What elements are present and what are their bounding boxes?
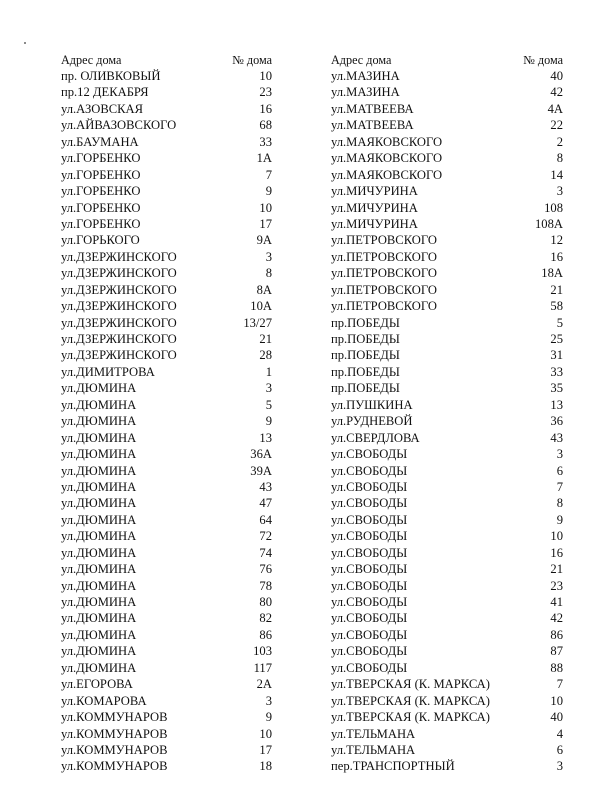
table-row — [331, 594, 563, 610]
street-cell: ул.СВОБОДЫ — [331, 627, 408, 642]
address-table-left — [61, 52, 272, 775]
street-cell: ул.СВОБОДЫ — [331, 479, 408, 494]
house-number-cell: 3 — [556, 447, 563, 462]
table-row — [331, 249, 563, 265]
house-number-cell: 25 — [550, 332, 563, 346]
street-cell: ул.ПУШКИНА — [331, 397, 413, 412]
house-number-cell: 10 — [550, 693, 563, 708]
street-cell: ул.ДЮМИНА — [61, 529, 137, 544]
street-cell: ул.МАТВЕЕВА — [331, 118, 414, 133]
house-number-cell: 10 — [259, 200, 272, 215]
column-header-house-number: № дома — [523, 53, 563, 67]
table-row — [61, 249, 272, 265]
street-cell: ул.ДЮМИНА — [61, 414, 137, 429]
table-row — [331, 627, 563, 643]
house-number-cell: 12 — [550, 233, 563, 248]
table-row — [61, 101, 272, 117]
scan-speck — [24, 42, 26, 44]
table-row — [61, 430, 272, 446]
street-cell: пр. ОЛИВКОВЫЙ — [61, 69, 161, 83]
street-cell: ул.ГОРБЕНКО — [61, 216, 141, 231]
house-number-cell: 78 — [259, 578, 272, 593]
house-number-cell: 13/27 — [243, 315, 272, 330]
table-row — [331, 709, 563, 725]
street-cell: ул.МАЯКОВСКОГО — [331, 151, 443, 166]
house-number-cell: 74 — [259, 545, 272, 560]
house-number-cell: 18 — [259, 759, 272, 774]
house-number-cell: 23 — [550, 578, 563, 593]
house-number-cell: 40 — [550, 69, 563, 83]
street-cell: ул.ЕГОРОВА — [61, 677, 133, 692]
house-number-cell: 21 — [259, 332, 272, 346]
house-number-cell: 3 — [556, 759, 563, 774]
table-row — [331, 512, 563, 528]
house-number-cell: 7 — [556, 677, 563, 692]
street-cell: пр.ПОБЕДЫ — [331, 364, 400, 379]
house-number-cell: 33 — [259, 134, 272, 149]
house-number-cell: 68 — [259, 118, 272, 133]
street-cell: пр.ПОБЕДЫ — [331, 332, 400, 346]
street-cell: ул.КОМАРОВА — [61, 693, 147, 708]
street-cell: ул.КОММУНАРОВ — [61, 710, 168, 725]
table-body — [331, 68, 563, 775]
table-row — [331, 479, 563, 495]
table-row — [331, 68, 563, 84]
house-number-cell: 87 — [550, 644, 563, 659]
table-row — [331, 742, 563, 758]
street-cell: пер.ТРАНСПОРТНЫЙ — [331, 759, 455, 774]
house-number-cell: 108А — [535, 216, 563, 231]
street-cell: ул.ДЗЕРЖИНСКОГО — [61, 266, 177, 281]
house-number-cell: 8 — [265, 266, 272, 281]
table-row — [61, 232, 272, 248]
column-header-address: Адрес дома — [331, 53, 392, 67]
table-row — [61, 68, 272, 84]
table-row — [331, 101, 563, 117]
table-row — [61, 545, 272, 561]
street-cell: ул.ДЮМИНА — [61, 562, 137, 577]
street-cell: ул.ДИМИТРОВА — [61, 364, 155, 379]
table-row — [331, 660, 563, 676]
table-row — [61, 709, 272, 725]
table-header — [331, 52, 563, 68]
table-row — [331, 545, 563, 561]
table-row — [61, 463, 272, 479]
street-cell: ул.СВОБОДЫ — [331, 611, 408, 626]
street-cell: ул.АЙВАЗОВСКОГО — [61, 118, 177, 133]
street-cell: ул.ДЗЕРЖИНСКОГО — [61, 332, 177, 346]
house-number-cell: 7 — [556, 479, 563, 494]
table-row — [331, 380, 563, 396]
house-number-cell: 80 — [259, 595, 272, 609]
table-row — [331, 216, 563, 232]
house-number-cell: 10 — [259, 726, 272, 741]
table-row — [331, 430, 563, 446]
table-row — [61, 528, 272, 544]
house-number-cell: 40 — [550, 710, 563, 725]
street-cell: пр.ПОБЕДЫ — [331, 381, 400, 396]
table-row — [61, 693, 272, 709]
street-cell: пр.ПОБЕДЫ — [331, 348, 400, 363]
table-row — [331, 183, 563, 199]
table-row — [331, 315, 563, 331]
house-number-cell: 16 — [550, 249, 563, 264]
table-row — [61, 660, 272, 676]
house-number-cell: 23 — [259, 85, 272, 100]
house-number-cell: 3 — [265, 249, 272, 264]
street-cell: ул.МАЗИНА — [331, 85, 400, 100]
table-row — [331, 397, 563, 413]
house-number-cell: 3 — [556, 184, 563, 199]
house-number-cell: 58 — [550, 299, 563, 314]
table-row — [61, 561, 272, 577]
house-number-cell: 22 — [550, 118, 563, 133]
house-number-cell: 21 — [550, 282, 563, 297]
street-cell: ул.ПЕТРОВСКОГО — [331, 282, 437, 297]
house-number-cell: 35 — [550, 381, 563, 396]
table-row — [331, 364, 563, 380]
table-row — [61, 479, 272, 495]
table-row — [331, 265, 563, 281]
street-cell: ул.ДЮМИНА — [61, 397, 137, 412]
street-cell: ул.ТВЕРСКАЯ (К. МАРКСА) — [331, 677, 490, 692]
house-number-cell: 42 — [550, 611, 563, 626]
table-row — [61, 150, 272, 166]
street-cell: пр.ПОБЕДЫ — [331, 315, 400, 330]
table-row — [61, 758, 272, 774]
table-row — [331, 528, 563, 544]
street-cell: ул.ДЮМИНА — [61, 496, 137, 511]
street-cell: ул.РУДНЕВОЙ — [331, 414, 413, 429]
street-cell: ул.СВОБОДЫ — [331, 447, 408, 462]
street-cell: ул.ДЮМИНА — [61, 512, 137, 527]
street-cell: ул.ГОРБЕНКО — [61, 167, 141, 182]
house-number-cell: 9 — [265, 184, 272, 199]
house-number-cell: 9А — [256, 233, 272, 248]
house-number-cell: 88 — [550, 660, 563, 675]
house-number-cell: 108 — [544, 200, 563, 215]
table-row — [61, 331, 272, 347]
street-cell: ул.ТВЕРСКАЯ (К. МАРКСА) — [331, 693, 490, 708]
table-row — [331, 298, 563, 314]
street-cell: ул.ДЮМИНА — [61, 463, 137, 478]
table-row — [61, 315, 272, 331]
table-row — [331, 331, 563, 347]
street-cell: ул.МАЯКОВСКОГО — [331, 167, 443, 182]
table-header — [61, 52, 272, 68]
house-number-cell: 3 — [265, 693, 272, 708]
street-cell: ул.ПЕТРОВСКОГО — [331, 266, 437, 281]
house-number-cell: 6 — [556, 742, 563, 757]
table-row — [331, 117, 563, 133]
street-cell: ул.СВОБОДЫ — [331, 562, 408, 577]
street-cell: ул.СВОБОДЫ — [331, 463, 408, 478]
table-row — [331, 446, 563, 462]
street-cell: пр.12 ДЕКАБРЯ — [61, 85, 149, 100]
table-row — [61, 627, 272, 643]
street-cell: ул.АЗОВСКАЯ — [61, 101, 144, 116]
house-number-cell: 8 — [556, 151, 563, 166]
house-number-cell: 2А — [256, 677, 272, 692]
street-cell: ул.МАЯКОВСКОГО — [331, 134, 443, 149]
house-number-cell: 9 — [265, 710, 272, 725]
street-cell: ул.БАУМАНА — [61, 134, 139, 149]
table-row — [331, 84, 563, 100]
house-number-cell: 4 — [556, 726, 563, 741]
street-cell: ул.ТВЕРСКАЯ (К. МАРКСА) — [331, 710, 490, 725]
street-cell: ул.ТЕЛЬМАНА — [331, 742, 416, 757]
table-row — [61, 512, 272, 528]
street-cell: ул.ГОРБЕНКО — [61, 184, 141, 199]
street-cell: ул.ДЮМИНА — [61, 627, 137, 642]
house-number-cell: 36 — [550, 414, 563, 429]
table-row — [331, 495, 563, 511]
table-row — [61, 380, 272, 396]
street-cell: ул.СВОБОДЫ — [331, 660, 408, 675]
house-number-cell: 86 — [550, 627, 563, 642]
table-row — [331, 676, 563, 692]
street-cell: ул.ГОРЬКОГО — [61, 233, 140, 248]
street-cell: ул.ДЗЕРЖИНСКОГО — [61, 299, 177, 314]
street-cell: ул.КОММУНАРОВ — [61, 726, 168, 741]
house-number-cell: 36А — [250, 447, 272, 462]
table-row — [331, 232, 563, 248]
street-cell: ул.СВОБОДЫ — [331, 496, 408, 511]
street-cell: ул.ДЮМИНА — [61, 611, 137, 626]
house-number-cell: 17 — [259, 742, 272, 757]
address-table-right — [331, 52, 563, 775]
house-number-cell: 9 — [265, 414, 272, 429]
house-number-cell: 76 — [259, 562, 272, 577]
street-cell: ул.ДЗЕРЖИНСКОГО — [61, 249, 177, 264]
table-body — [61, 68, 272, 775]
street-cell: ул.МИЧУРИНА — [331, 184, 418, 199]
table-row — [61, 578, 272, 594]
table-row — [61, 742, 272, 758]
table-row — [331, 610, 563, 626]
house-number-cell: 17 — [259, 216, 272, 231]
column-header-house-number: № дома — [232, 53, 272, 67]
street-cell: ул.ДЮМИНА — [61, 447, 137, 462]
street-cell: ул.ДЮМИНА — [61, 644, 137, 659]
table-row — [61, 594, 272, 610]
house-number-cell: 18А — [541, 266, 563, 281]
house-number-cell: 43 — [259, 479, 272, 494]
street-cell: ул.СВОБОДЫ — [331, 578, 408, 593]
table-row — [331, 150, 563, 166]
street-cell: ул.СВОБОДЫ — [331, 545, 408, 560]
house-number-cell: 72 — [259, 529, 272, 544]
table-row — [331, 463, 563, 479]
house-number-cell: 14 — [550, 167, 563, 182]
house-number-cell: 103 — [253, 644, 272, 659]
street-cell: ул.ДЗЕРЖИНСКОГО — [61, 282, 177, 297]
table-row — [331, 693, 563, 709]
table-row — [61, 84, 272, 100]
table-row — [331, 758, 563, 774]
table-row — [61, 167, 272, 183]
house-number-cell: 5 — [265, 397, 272, 412]
house-number-cell: 10А — [250, 299, 272, 314]
house-number-cell: 10 — [259, 69, 272, 83]
street-cell: ул.ДЮМИНА — [61, 430, 137, 445]
table-row — [61, 216, 272, 232]
table-row — [61, 265, 272, 281]
house-number-cell: 2 — [556, 134, 563, 149]
street-cell: ул.МИЧУРИНА — [331, 216, 418, 231]
street-cell: ул.КОММУНАРОВ — [61, 759, 168, 774]
table-row — [331, 726, 563, 742]
street-cell: ул.ДЮМИНА — [61, 545, 137, 560]
column-header-address: Адрес дома — [61, 53, 122, 67]
table-row — [331, 578, 563, 594]
street-cell: ул.СВОБОДЫ — [331, 595, 408, 609]
house-number-cell: 16 — [550, 545, 563, 560]
table-row — [61, 183, 272, 199]
table-row — [61, 200, 272, 216]
house-number-cell: 8 — [556, 496, 563, 511]
street-cell: ул.ПЕТРОВСКОГО — [331, 233, 437, 248]
street-cell: ул.МАТВЕЕВА — [331, 101, 414, 116]
house-number-cell: 1 — [265, 364, 272, 379]
street-cell: ул.ДЮМИНА — [61, 479, 137, 494]
street-cell: ул.ДЮМИНА — [61, 381, 137, 396]
table-row — [61, 643, 272, 659]
house-number-cell: 1А — [256, 151, 272, 166]
table-row — [331, 413, 563, 429]
table-row — [331, 347, 563, 363]
house-number-cell: 43 — [550, 430, 563, 445]
street-cell: ул.ПЕТРОВСКОГО — [331, 249, 437, 264]
street-cell: ул.ДЮМИНА — [61, 660, 137, 675]
street-cell: ул.ТЕЛЬМАНА — [331, 726, 416, 741]
table-row — [61, 446, 272, 462]
house-number-cell: 4А — [547, 101, 563, 116]
table-row — [331, 167, 563, 183]
house-number-cell: 5 — [556, 315, 563, 330]
street-cell: ул.СВОБОДЫ — [331, 529, 408, 544]
table-row — [61, 117, 272, 133]
house-number-cell: 28 — [259, 348, 272, 363]
street-cell: ул.МАЗИНА — [331, 69, 400, 83]
table-row — [61, 495, 272, 511]
street-cell: ул.ПЕТРОВСКОГО — [331, 299, 437, 314]
table-row — [331, 561, 563, 577]
house-number-cell: 13 — [259, 430, 272, 445]
house-number-cell: 8А — [256, 282, 272, 297]
table-row — [61, 413, 272, 429]
table-row — [61, 134, 272, 150]
street-cell: ул.СВЕРДЛОВА — [331, 430, 420, 445]
table-row — [331, 282, 563, 298]
house-number-cell: 117 — [253, 660, 272, 675]
house-number-cell: 42 — [550, 85, 563, 100]
table-row — [61, 397, 272, 413]
house-number-cell: 33 — [550, 364, 563, 379]
house-number-cell: 16 — [259, 101, 272, 116]
table-row — [61, 364, 272, 380]
house-number-cell: 21 — [550, 562, 563, 577]
street-cell: ул.ДЮМИНА — [61, 595, 137, 609]
table-row — [331, 134, 563, 150]
table-row — [61, 347, 272, 363]
table-row — [61, 282, 272, 298]
house-number-cell: 9 — [556, 512, 563, 527]
house-number-cell: 64 — [259, 512, 272, 527]
street-cell: ул.СВОБОДЫ — [331, 512, 408, 527]
house-number-cell: 13 — [550, 397, 563, 412]
table-row — [61, 726, 272, 742]
table-row — [331, 200, 563, 216]
house-number-cell: 3 — [265, 381, 272, 396]
street-cell: ул.ДЗЕРЖИНСКОГО — [61, 348, 177, 363]
street-cell: ул.СВОБОДЫ — [331, 644, 408, 659]
street-cell: ул.ГОРБЕНКО — [61, 151, 141, 166]
house-number-cell: 86 — [259, 627, 272, 642]
street-cell: ул.ГОРБЕНКО — [61, 200, 141, 215]
street-cell: ул.МИЧУРИНА — [331, 200, 418, 215]
house-number-cell: 10 — [550, 529, 563, 544]
house-number-cell: 39А — [250, 463, 272, 478]
street-cell: ул.ДЗЕРЖИНСКОГО — [61, 315, 177, 330]
house-number-cell: 7 — [265, 167, 272, 182]
house-number-cell: 6 — [556, 463, 563, 478]
house-number-cell: 31 — [550, 348, 563, 363]
table-row — [61, 298, 272, 314]
house-number-cell: 41 — [550, 595, 563, 609]
table-row — [61, 610, 272, 626]
house-number-cell: 82 — [259, 611, 272, 626]
table-row — [61, 676, 272, 692]
street-cell: ул.КОММУНАРОВ — [61, 742, 168, 757]
street-cell: ул.ДЮМИНА — [61, 578, 137, 593]
table-row — [331, 643, 563, 659]
house-number-cell: 47 — [259, 496, 272, 511]
